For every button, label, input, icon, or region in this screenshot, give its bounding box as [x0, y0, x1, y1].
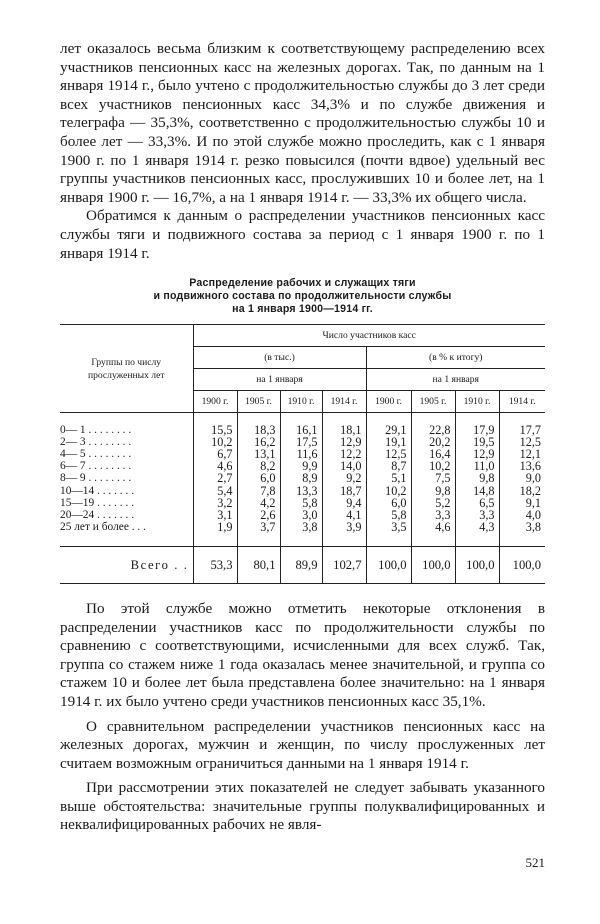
total-value: 53,3 [193, 546, 237, 583]
data-column [322, 421, 366, 537]
row-labels [60, 421, 193, 537]
paragraph-2: Обратимся к данным о распределении участников пенсионных касс службы тяги и подвижного состава за период с 1 января 1900 г. по 1 января 1914 г. [60, 207, 545, 262]
total-value: 80,1 [237, 546, 280, 583]
table-cell: 3,2 [217, 495, 233, 510]
table-cell: 8,2 [260, 459, 276, 474]
year-header: 1905 г. [411, 391, 455, 413]
table-cell: 4,3 [479, 520, 495, 535]
table-cell: 2,7 [217, 471, 233, 486]
table-cell: 17,7 [519, 422, 541, 437]
table-cell: 17,5 [296, 434, 318, 449]
table-cell: 3,3 [479, 508, 495, 523]
data-column [366, 421, 411, 537]
table-cell: 4,2 [260, 495, 276, 510]
table-cell: 3,8 [302, 520, 318, 535]
paragraph-4: О сравнительном распределении участников пенсионных касс на железных дорогах, мужчин и женщин, по числу прослуженных лет считаем возможным ограничиться данными на 1 января 1914 г. [60, 717, 545, 772]
table-cell: 11,0 [473, 459, 495, 474]
table-cell: 8,9 [302, 471, 318, 486]
table-cell: 12,5 [519, 434, 541, 449]
table-cell: 20,2 [429, 434, 451, 449]
caption-line-2: и подвижного состава по продолжительности службы [153, 290, 452, 303]
table-cell: 18,1 [340, 422, 362, 437]
table-cell: 17,9 [473, 422, 495, 437]
table-cell: 9,1 [525, 495, 541, 510]
table-cell: 5,1 [391, 471, 407, 486]
table-cell: 1,9 [217, 520, 233, 535]
table-cell: 3,9 [346, 520, 362, 535]
page-number: 521 [525, 855, 545, 870]
table-cell: 6,7 [217, 447, 233, 462]
table-cell: 5,8 [391, 508, 407, 523]
total-value: 100,0 [499, 546, 545, 583]
table-cell: 10,2 [385, 483, 407, 498]
group-header: Группы по числу прослуженных лет [60, 325, 193, 413]
table-cell: 19,5 [473, 434, 495, 449]
table-cell: 12,5 [385, 447, 407, 462]
table-cell: 6— 7 . . . . . . . . [60, 460, 132, 473]
total-row [60, 546, 545, 583]
table-cell: 6,0 [391, 495, 407, 510]
data-column [455, 421, 499, 537]
data-block [60, 421, 545, 537]
year-header: 1910 г. [455, 391, 499, 413]
table-cell: 15—19 . . . . . . . [60, 496, 135, 509]
table-cell: 9,0 [525, 471, 541, 486]
data-column [237, 421, 280, 537]
table-cell: 11,6 [296, 447, 318, 462]
table-cell: 4— 5 . . . . . . . . [60, 448, 132, 461]
year-header: 1910 г. [280, 391, 322, 413]
table-cell: 16,2 [254, 434, 276, 449]
table-cell: 0— 1 . . . . . . . . [60, 423, 132, 436]
table-cell: 16,4 [429, 447, 451, 462]
header-absolute: (в тыс.) [193, 347, 366, 369]
table-cell: 5,2 [435, 495, 451, 510]
total-value: 100,0 [455, 546, 499, 583]
table-cell: 4,1 [346, 508, 362, 523]
paragraph-5: При рассмотрении этих показателей не следует забывать указанного выше обстоятельства: значительные группы полуквалифицированных и неквалифицированных рабочих не явля- [60, 779, 545, 834]
data-column [499, 421, 545, 537]
table-cell: 16,1 [296, 422, 318, 437]
table-cell: 3,3 [435, 508, 451, 523]
top-header: Число участников касс [193, 325, 545, 347]
data-column [193, 421, 237, 537]
table-cell: 13,1 [254, 447, 276, 462]
table-cell: 3,8 [525, 520, 541, 535]
table-cell: 6,5 [479, 495, 495, 510]
table-cell: 12,9 [340, 434, 362, 449]
table-cell: 14,0 [340, 459, 362, 474]
table-cell: 18,7 [340, 483, 362, 498]
table-cell: 4,6 [217, 459, 233, 474]
table-cell: 18,2 [519, 483, 541, 498]
table-cell: 10—14 . . . . . . . [60, 484, 135, 497]
table-cell: 18,3 [254, 422, 276, 437]
caption-line-1: Распределение рабочих и служащих тяги [189, 277, 416, 290]
table-cell: 3,0 [302, 508, 318, 523]
data-column [411, 421, 455, 537]
table-cell: 9,8 [435, 483, 451, 498]
year-header: 1914 г. [499, 391, 545, 413]
table-cell: 12,1 [519, 447, 541, 462]
table-cell: 29,1 [385, 422, 407, 437]
data-table [60, 324, 545, 584]
total-value: 102,7 [322, 546, 366, 583]
total-value: 89,9 [280, 546, 322, 583]
year-header: 1900 г. [193, 391, 237, 413]
table-cell: 12,9 [473, 447, 495, 462]
table-cell: 14,8 [473, 483, 495, 498]
total-value: 100,0 [366, 546, 411, 583]
header-date-percent: на 1 января [366, 369, 545, 391]
data-column [280, 421, 322, 537]
table-cell: 22,8 [429, 422, 451, 437]
table-caption [60, 277, 545, 316]
header-date-absolute: на 1 января [193, 369, 366, 391]
table-cell: 3,7 [260, 520, 276, 535]
table-cell: 8— 9 . . . . . . . . [60, 472, 132, 485]
table-cell: 8,7 [391, 459, 407, 474]
table-cell: 7,5 [435, 471, 451, 486]
table-cell: 4,6 [435, 520, 451, 535]
year-header: 1905 г. [237, 391, 280, 413]
table-cell: 5,8 [302, 495, 318, 510]
page-content [60, 40, 545, 835]
table-cell: 9,9 [302, 459, 318, 474]
table-cell: 12,2 [340, 447, 362, 462]
table-cell: 10,2 [211, 434, 233, 449]
total-value: 100,0 [411, 546, 455, 583]
table-cell: 7,8 [260, 483, 276, 498]
table-cell: 3,1 [217, 508, 233, 523]
paragraph-3: По этой службе можно отметить некоторые отклонения в распределении участников касс по продолжительности службы по сравнению с соответствующими, исчисленными для всех служб. Так, группа со стажем ниже 1 года оказалась менее значительной, и группа со стажем 10 и более лет была представлена более значительно: на 1 января 1914 г. их было учтено среди участников пенсионных касс 35,1%. [60, 599, 545, 710]
table-cell: 20—24 . . . . . . . [60, 509, 135, 522]
table-cell: 2,6 [260, 508, 276, 523]
table-cell: 9,8 [479, 471, 495, 486]
table-cell: 13,6 [519, 459, 541, 474]
table-cell: 6,0 [260, 471, 276, 486]
table-cell: 2— 3 . . . . . . . . [60, 435, 132, 448]
paragraph-1: лет оказалось весьма близким к соответствующему распределению всех участников пенсионных касс на железных дорогах. Так, по данным на 1 января 1914 г., было учтено с продолжительностью службы до 3 лет среди всех участников пенсионных касс 34,3% и по службе движения и телеграфа — 35,3%, соответственно с продолжительностью службы 10 и более лет — 33,3%. И по этой службе можно проследить, как с 1 января 1900 г. по 1 января 1914 г. резко повысился (почти вдвое) удельный вес группы участников пенсионных касс, прослуживших 10 и более лет, на 1 января 1900 г. — 16,7%, а на 1 января 1914 г. — 33,3% их общего числа. [60, 40, 545, 206]
header-percent: (в % к итогу) [366, 347, 545, 369]
table-cell: 19,1 [385, 434, 407, 449]
table-cell: 15,5 [211, 422, 233, 437]
table-cell: 9,2 [346, 471, 362, 486]
year-header: 1900 г. [366, 391, 411, 413]
table-cell: 3,5 [391, 520, 407, 535]
table-cell: 13,3 [296, 483, 318, 498]
total-label: Всего . . [60, 546, 193, 583]
table-cell: 25 лет и более . . . [60, 521, 146, 534]
year-header: 1914 г. [322, 391, 366, 413]
table-cell: 10,2 [429, 459, 451, 474]
table-cell: 5,4 [217, 483, 233, 498]
table-cell: 9,4 [346, 495, 362, 510]
caption-line-3: на 1 января 1900—1914 гг. [232, 303, 373, 316]
table-cell: 4,0 [525, 508, 541, 523]
